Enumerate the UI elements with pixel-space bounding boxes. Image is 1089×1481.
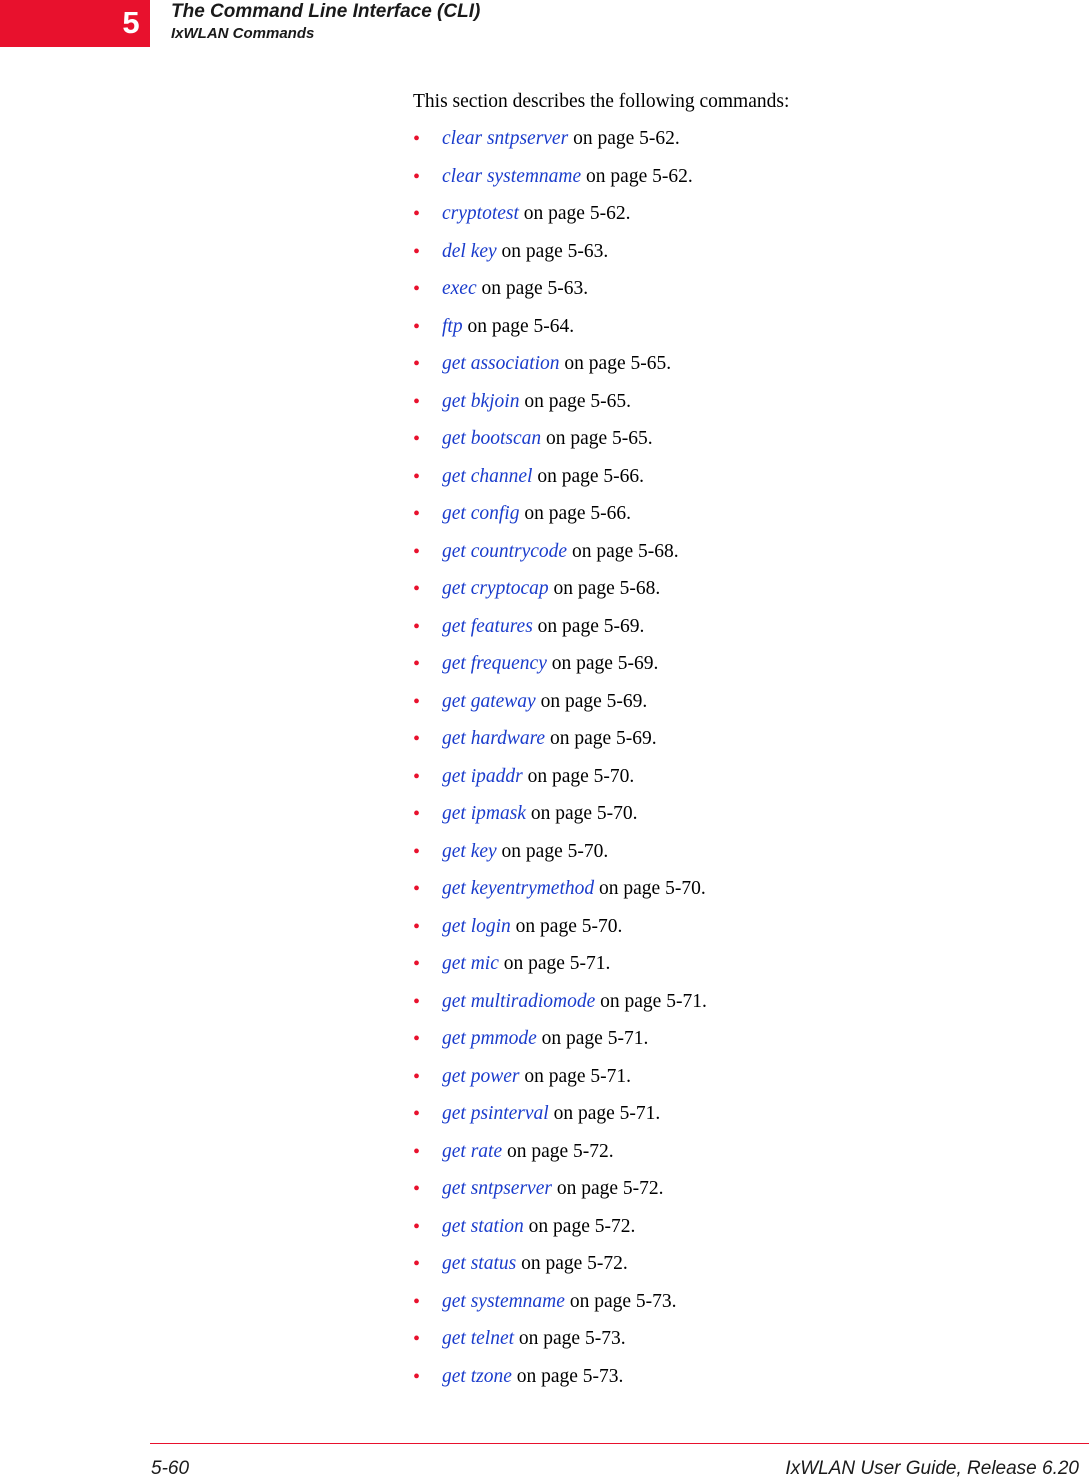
list-item (413, 501, 707, 539)
page-reference: on page 5-63. (501, 240, 609, 262)
section-title: IxWLAN Commands (171, 25, 315, 42)
command-link[interactable]: get systemname (442, 1290, 565, 1312)
page-reference: on page 5-72. (506, 1140, 614, 1162)
bullet-icon: • (413, 878, 421, 900)
list-item (413, 801, 707, 839)
list-item (413, 1364, 707, 1402)
page-reference: on page 5-70. (527, 765, 635, 787)
list-item (413, 389, 707, 427)
footer-doc-title: IxWLAN User Guide, Release 6.20 (785, 1458, 1079, 1479)
page-reference: on page 5-65. (564, 353, 672, 374)
list-item (413, 1289, 707, 1327)
bullet-icon: • (413, 353, 421, 375)
command-link[interactable]: get ipmask (442, 803, 526, 824)
command-link[interactable]: get tzone (442, 1365, 512, 1387)
page-reference: on page 5-62. (573, 128, 680, 149)
page-reference: on page 5-70. (599, 878, 706, 899)
bullet-icon: • (413, 728, 421, 750)
command-link[interactable]: get multiradiomode (442, 990, 596, 1012)
bullet-icon: • (413, 128, 421, 150)
list-item (413, 276, 707, 314)
command-link[interactable]: get pmmode (442, 1028, 537, 1049)
list-item (413, 1214, 707, 1252)
bullet-icon: • (413, 578, 421, 600)
list-item (413, 1064, 707, 1102)
page-reference: on page 5-65. (524, 390, 632, 412)
list-item (413, 839, 707, 877)
page-reference: on page 5-69. (537, 615, 645, 637)
page-reference: on page 5-69. (551, 653, 659, 674)
page-reference: on page 5-63. (481, 278, 589, 299)
list-item (413, 201, 707, 239)
command-link[interactable]: get power (442, 1065, 520, 1087)
page-reference: on page 5-73. (516, 1365, 624, 1387)
command-link[interactable]: get psinterval (442, 1103, 549, 1124)
page-reference: on page 5-73. (518, 1328, 626, 1349)
list-item (413, 1176, 707, 1214)
list-item (413, 351, 707, 389)
intro-text: This section describes the following commands: (413, 91, 790, 112)
list-item (413, 426, 707, 464)
bullet-icon: • (413, 615, 421, 638)
list-item (413, 576, 707, 614)
list-item (413, 539, 707, 577)
command-link[interactable]: get mic (442, 953, 499, 974)
page-reference: on page 5-64. (467, 315, 575, 337)
command-link[interactable]: clear sntpserver (442, 128, 569, 149)
command-link[interactable]: get rate (442, 1140, 503, 1162)
bullet-icon: • (413, 1178, 421, 1200)
page-reference: on page 5-66. (537, 465, 644, 487)
page-reference: on page 5-71. (503, 953, 611, 974)
footer-rule (150, 1443, 1089, 1444)
command-link[interactable]: get station (442, 1215, 524, 1237)
command-link[interactable]: get hardware (442, 728, 546, 749)
bullet-icon: • (413, 240, 421, 263)
page-reference: on page 5-69. (540, 690, 648, 712)
page-reference: on page 5-68. (571, 540, 679, 562)
bullet-icon: • (413, 503, 421, 525)
page-reference: on page 5-71. (553, 1103, 661, 1124)
bullet-icon: • (413, 1365, 421, 1388)
bullet-icon: • (413, 803, 421, 825)
page-reference: on page 5-66. (524, 503, 632, 524)
command-link[interactable]: get telnet (442, 1328, 515, 1349)
list-item (413, 126, 707, 164)
chapter-tab (0, 0, 150, 47)
list-item (413, 1139, 707, 1177)
bullet-icon: • (413, 465, 421, 488)
command-link[interactable]: get status (442, 1253, 517, 1274)
command-link[interactable]: get config (442, 503, 520, 524)
bullet-icon: • (413, 1253, 421, 1275)
list-item (413, 464, 707, 502)
page-reference: on page 5-71. (541, 1028, 649, 1049)
list-item (413, 914, 707, 952)
list-item (413, 1101, 707, 1139)
bullet-icon: • (413, 990, 421, 1013)
list-item (413, 689, 707, 727)
command-link[interactable]: get login (442, 915, 511, 937)
bullet-icon: • (413, 953, 421, 975)
list-item (413, 764, 707, 802)
command-link[interactable]: get key (442, 840, 497, 862)
page-reference: on page 5-70. (530, 803, 638, 824)
list-item (413, 1026, 707, 1064)
bullet-icon: • (413, 1215, 421, 1238)
bullet-icon: • (413, 840, 421, 863)
bullet-icon: • (413, 1103, 421, 1125)
page-reference: on page 5-71. (524, 1065, 632, 1087)
command-link[interactable]: get channel (442, 465, 533, 487)
bullet-icon: • (413, 203, 421, 225)
bullet-icon: • (413, 315, 421, 338)
bullet-icon: • (413, 1140, 421, 1163)
page-reference: on page 5-65. (545, 428, 653, 449)
command-link[interactable]: get features (442, 615, 533, 637)
bullet-icon: • (413, 1065, 421, 1088)
command-list (413, 126, 707, 1401)
list-item (413, 951, 707, 989)
list-item (413, 651, 707, 689)
list-item (413, 989, 707, 1027)
command-link[interactable]: get bootscan (442, 428, 542, 449)
command-link[interactable]: get gateway (442, 690, 536, 712)
page-reference: on page 5-72. (528, 1215, 636, 1237)
list-item (413, 1251, 707, 1289)
command-link[interactable]: del key (442, 240, 497, 262)
list-item (413, 726, 707, 764)
command-link[interactable]: get ipaddr (442, 765, 523, 787)
command-link[interactable]: get bkjoin (442, 390, 520, 412)
list-item (413, 239, 707, 277)
bullet-icon: • (413, 1290, 421, 1313)
list-item (413, 314, 707, 352)
list-item (413, 614, 707, 652)
bullet-icon: • (413, 165, 421, 188)
list-item (413, 876, 707, 914)
bullet-icon: • (413, 653, 421, 675)
command-link[interactable]: clear systemname (442, 165, 582, 187)
chapter-title: The Command Line Interface (CLI) (171, 1, 481, 22)
bullet-icon: • (413, 915, 421, 938)
page-reference: on page 5-71. (600, 990, 707, 1012)
command-link[interactable]: cryptotest (442, 203, 519, 224)
command-link[interactable]: get cryptocap (442, 578, 549, 599)
command-link[interactable]: ftp (442, 315, 463, 337)
page-reference: on page 5-62. (586, 165, 693, 187)
command-link[interactable]: get association (442, 353, 560, 374)
page-reference: on page 5-62. (523, 203, 631, 224)
page-reference: on page 5-72. (521, 1253, 628, 1274)
command-link[interactable]: get frequency (442, 653, 547, 674)
bullet-icon: • (413, 765, 421, 788)
bullet-icon: • (413, 690, 421, 713)
bullet-icon: • (413, 1028, 421, 1050)
chapter-number: 5 (122, 5, 140, 40)
bullet-icon: • (413, 428, 421, 450)
page-reference: on page 5-73. (569, 1290, 677, 1312)
bullet-icon: • (413, 1328, 421, 1350)
command-link[interactable]: exec (442, 278, 477, 299)
bullet-icon: • (413, 540, 421, 563)
page-reference: on page 5-68. (553, 578, 661, 599)
bullet-icon: • (413, 390, 421, 413)
command-link[interactable]: get countrycode (442, 540, 568, 562)
bullet-icon: • (413, 278, 421, 300)
page-reference: on page 5-72. (556, 1178, 664, 1199)
footer-page-number: 5-60 (151, 1458, 190, 1479)
page-reference: on page 5-70. (515, 915, 623, 937)
list-item (413, 164, 707, 202)
list-item (413, 1326, 707, 1364)
command-link[interactable]: get keyentrymethod (442, 878, 595, 899)
command-link[interactable]: get sntpserver (442, 1178, 552, 1199)
page-reference: on page 5-69. (549, 728, 657, 749)
page-reference: on page 5-70. (501, 840, 609, 862)
